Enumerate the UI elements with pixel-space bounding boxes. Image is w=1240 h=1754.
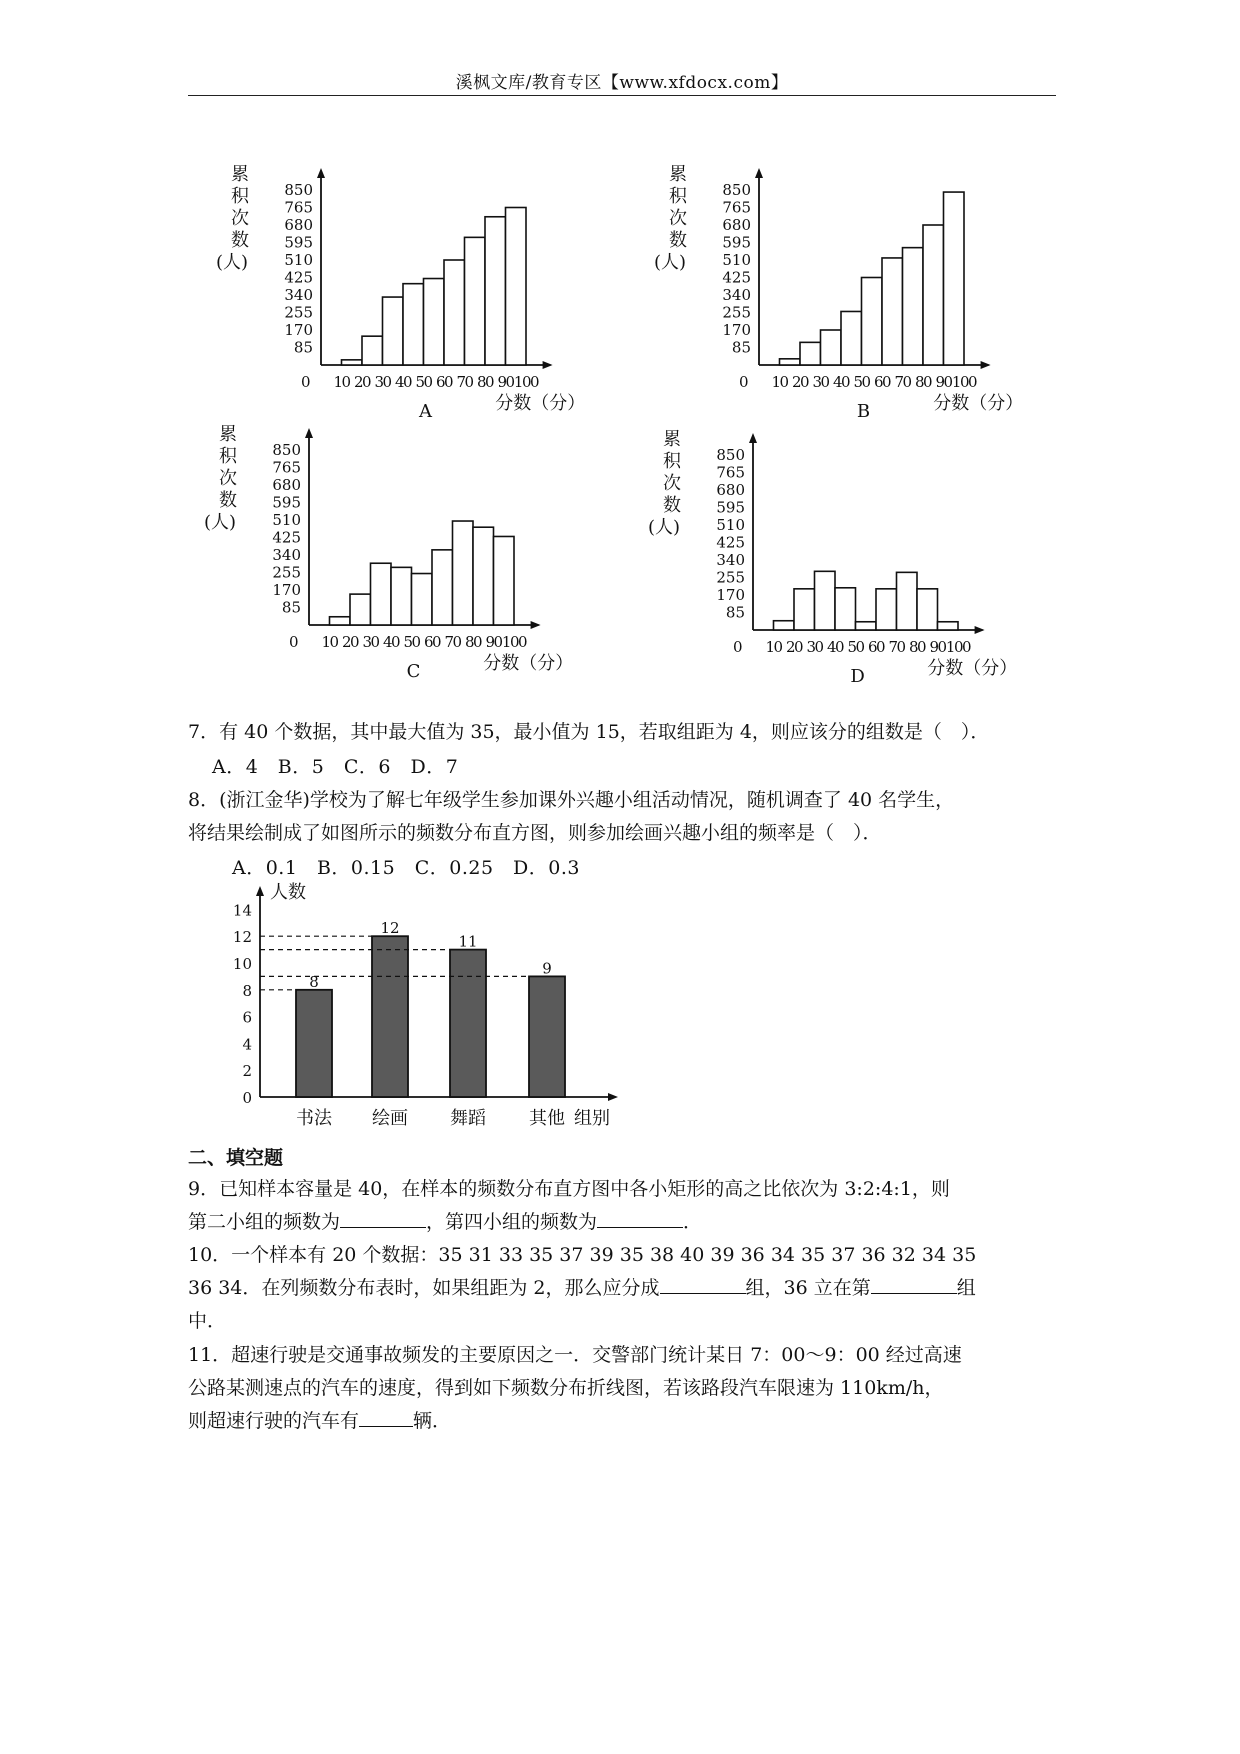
chart-a-bar bbox=[424, 279, 445, 365]
groups-data-label: 9 bbox=[542, 959, 552, 978]
chart-b-ylabel-char: 次 bbox=[669, 208, 687, 229]
chart-a-xtick-label: 50 bbox=[415, 373, 432, 391]
groups-bar bbox=[450, 950, 486, 1097]
chart-c-ytick-label: 850 bbox=[272, 441, 301, 459]
chart-c-xtick-label: 70 bbox=[444, 633, 461, 651]
chart-d-ytick-label: 765 bbox=[716, 463, 745, 482]
chart-a-xtick-label: 10 bbox=[333, 373, 350, 391]
chart-a-ytick-label: 850 bbox=[284, 181, 313, 199]
chart-d bbox=[647, 425, 1048, 700]
chart-a-ylabel-char: 次 bbox=[231, 208, 249, 229]
chart-b-ytick-label: 850 bbox=[722, 181, 751, 199]
question-11-line-2: 公路某测速点的汽车的速度，得到如下频数分布折线图，若该路段汽车限速为 110km/h， bbox=[188, 1377, 944, 1399]
chart-c-ylabel-char: 次 bbox=[219, 468, 237, 489]
chart-a-caption: A bbox=[419, 401, 433, 422]
chart-a-bar bbox=[383, 297, 404, 365]
chart-b-ytick-label: 340 bbox=[722, 286, 751, 304]
chart-c-bar bbox=[391, 567, 412, 625]
chart-a-xtick-label: 60 bbox=[435, 373, 453, 391]
chart-d-ylabel-char: 累 bbox=[663, 429, 681, 450]
question-9-line-1: 9．已知样本容量是 40，在样本的频数分布直方图中各小矩形的高之比依次为 3:2:4:1，则 bbox=[188, 1178, 950, 1200]
question-9-line-2 bbox=[188, 1206, 1058, 1239]
chart-b-bar bbox=[821, 330, 842, 365]
chart-a-xtick-label: 90 bbox=[497, 373, 514, 391]
chart-d-xtick-label: 40 bbox=[826, 638, 844, 656]
chart-b-bar bbox=[944, 192, 965, 365]
chart-b-ytick-label: 680 bbox=[722, 216, 751, 234]
chart-b-ytick-label: 765 bbox=[722, 198, 751, 217]
chart-a-ytick-label: 255 bbox=[284, 303, 313, 322]
groups-category-label: 绘画 bbox=[372, 1108, 408, 1129]
chart-b-bar bbox=[800, 342, 821, 365]
chart-a-bar bbox=[485, 217, 506, 365]
chart-d-xtick-label: 20 bbox=[785, 638, 803, 656]
chart-c-ytick-label: 510 bbox=[272, 511, 301, 529]
groups-ytick-label: 0 bbox=[242, 1089, 252, 1107]
chart-a-bar bbox=[403, 284, 424, 365]
chart-c-ytick-label: 255 bbox=[272, 563, 301, 582]
question-10-text-a: 36 34．在列频数分布表时，如果组距为 2，那么应分成 bbox=[188, 1277, 660, 1299]
chart-d-origin-label: 0 bbox=[733, 638, 743, 656]
chart-c-xtick-label: 10 bbox=[321, 633, 338, 651]
chart-b-ytick-label: 510 bbox=[722, 251, 751, 269]
chart-a-ytick-label: 170 bbox=[284, 321, 313, 339]
groups-xlabel: 组别 bbox=[574, 1108, 610, 1129]
chart-d-ytick-label: 510 bbox=[716, 516, 745, 534]
chart-d-ytick-label: 595 bbox=[716, 498, 745, 517]
chart-c-ytick-label: 595 bbox=[272, 493, 301, 512]
chart-d-xtick-label: 70 bbox=[888, 638, 905, 656]
chart-b-y-arrow bbox=[755, 168, 763, 178]
groups-ylabel: 人数 bbox=[270, 882, 306, 903]
chart-interest-groups bbox=[212, 878, 672, 1136]
groups-category-label: 其他 bbox=[529, 1108, 565, 1129]
chart-a-y-arrow bbox=[317, 168, 325, 178]
chart-a-xtick-label: 80 bbox=[476, 373, 494, 391]
question-8-options: A．0.1 B．0.15 C．0.25 D．0.3 bbox=[232, 857, 580, 879]
chart-c-xtick-label: 40 bbox=[382, 633, 400, 651]
chart-a-x-unit-label: 分数（分） bbox=[495, 393, 586, 414]
chart-c-xtick-label: 90 bbox=[485, 633, 502, 651]
chart-d-xtick-label: 10 bbox=[765, 638, 782, 656]
chart-c-ytick-label: 85 bbox=[281, 598, 301, 617]
groups-category-label: 舞蹈 bbox=[450, 1108, 486, 1129]
chart-b-xtick-label: 20 bbox=[791, 373, 809, 391]
chart-d-ytick-label: 680 bbox=[716, 481, 745, 499]
question-10-text-b: 组，36 立在第 bbox=[745, 1277, 871, 1299]
chart-d-ytick-label: 340 bbox=[716, 551, 745, 569]
chart-b-bar bbox=[882, 258, 903, 365]
chart-d-xtick-label: 60 bbox=[867, 638, 885, 656]
answer-blank-4[interactable] bbox=[871, 1273, 957, 1294]
chart-c-caption: C bbox=[406, 661, 421, 682]
chart-b-bar bbox=[780, 359, 801, 365]
chart-d-ytick-label: 85 bbox=[725, 603, 745, 622]
chart-c-bar bbox=[432, 550, 453, 625]
chart-b-ytick-label: 595 bbox=[722, 233, 751, 252]
chart-c-bar bbox=[350, 594, 371, 625]
groups-ytick-label: 2 bbox=[242, 1062, 252, 1081]
chart-b bbox=[653, 160, 1054, 430]
groups-ytick-label: 4 bbox=[242, 1035, 252, 1054]
chart-c bbox=[203, 420, 604, 695]
chart-c-origin-label: 0 bbox=[289, 633, 299, 651]
chart-b-xtick-label: 100 bbox=[951, 373, 977, 391]
chart-d-bar bbox=[856, 622, 877, 630]
chart-a-ytick-label: 680 bbox=[284, 216, 313, 234]
chart-b-ylabel-char: 积 bbox=[669, 186, 687, 207]
chart-a-ytick-label: 510 bbox=[284, 251, 313, 269]
chart-a-origin-label: 0 bbox=[301, 373, 311, 391]
chart-b-xtick-label: 40 bbox=[832, 373, 850, 391]
chart-c-bar bbox=[453, 521, 474, 625]
chart-c-x-arrow bbox=[531, 621, 541, 629]
chart-c-y-arrow bbox=[305, 428, 313, 438]
chart-b-xtick-label: 80 bbox=[914, 373, 932, 391]
chart-d-ytick-label: 255 bbox=[716, 568, 745, 587]
groups-x-arrow bbox=[608, 1093, 618, 1101]
chart-a-bar bbox=[342, 360, 363, 365]
chart-a-bar bbox=[444, 260, 465, 365]
question-10-line-2 bbox=[188, 1272, 1058, 1305]
chart-a-ytick-label: 340 bbox=[284, 286, 313, 304]
chart-c-ytick-label: 340 bbox=[272, 546, 301, 564]
chart-c-bar bbox=[473, 527, 494, 625]
answer-blank-3[interactable] bbox=[660, 1273, 746, 1294]
answer-blank-1[interactable] bbox=[340, 1207, 426, 1228]
chart-d-ytick-label: 425 bbox=[716, 533, 745, 552]
chart-d-x-unit-label: 分数（分） bbox=[927, 658, 1018, 679]
chart-c-xtick-label: 100 bbox=[501, 633, 527, 651]
groups-category-label: 书法 bbox=[296, 1108, 332, 1129]
chart-b-xtick-label: 70 bbox=[894, 373, 911, 391]
chart-d-y-arrow bbox=[749, 433, 757, 443]
chart-a-bar bbox=[506, 208, 527, 366]
groups-ytick-label: 14 bbox=[232, 901, 252, 920]
chart-d-xtick-label: 30 bbox=[806, 638, 823, 656]
chart-d-bar bbox=[897, 572, 918, 630]
chart-b-bar bbox=[903, 248, 924, 365]
groups-ytick-label: 6 bbox=[242, 1008, 252, 1027]
chart-a-ylabel-char: 积 bbox=[231, 186, 249, 207]
chart-a-bar bbox=[465, 237, 486, 365]
chart-b-bar bbox=[862, 278, 883, 366]
chart-c-xtick-label: 60 bbox=[423, 633, 441, 651]
chart-c-ylabel-char: 积 bbox=[219, 446, 237, 467]
groups-ytick-label: 8 bbox=[242, 981, 252, 1000]
answer-blank-5[interactable] bbox=[359, 1406, 413, 1427]
chart-b-xtick-label: 60 bbox=[873, 373, 891, 391]
chart-d-xtick-label: 80 bbox=[908, 638, 926, 656]
answer-blank-2[interactable] bbox=[597, 1207, 683, 1228]
question-8-line-2: 将结果绘制成了如图所示的频数分布直方图，则参加绘画兴趣小组的频率是（ ）． bbox=[188, 822, 882, 844]
chart-d-ylabel-char: 次 bbox=[663, 473, 681, 494]
chart-c-bar bbox=[494, 536, 515, 625]
question-8-line-1: 8．(浙江金华)学校为了解七年级学生参加课外兴趣小组活动情况，随机调查了 40 名学生， bbox=[188, 789, 955, 811]
chart-b-ytick-label: 85 bbox=[731, 338, 751, 357]
groups-data-label: 8 bbox=[309, 972, 319, 991]
chart-d-bar bbox=[917, 589, 938, 630]
chart-d-bar bbox=[794, 589, 815, 630]
chart-d-xtick-label: 100 bbox=[945, 638, 971, 656]
chart-b-bar bbox=[841, 311, 862, 365]
chart-c-ylabel-char: 累 bbox=[219, 424, 237, 445]
chart-b-xtick-label: 30 bbox=[812, 373, 829, 391]
page-header: 溪枫文库/教育专区【www.xfdocx.com】 bbox=[455, 73, 789, 93]
chart-b-x-unit-label: 分数（分） bbox=[933, 393, 1024, 414]
chart-b-ytick-label: 170 bbox=[722, 321, 751, 339]
question-9-text-b: ，第四小组的频数为 bbox=[426, 1211, 598, 1233]
chart-a-ytick-label: 765 bbox=[284, 198, 313, 217]
chart-b-origin-label: 0 bbox=[739, 373, 749, 391]
chart-b-ylabel-char: (人) bbox=[653, 252, 687, 273]
chart-d-ylabel-char: 积 bbox=[663, 451, 681, 472]
groups-data-label: 12 bbox=[380, 919, 400, 938]
chart-a-ylabel-char: 数 bbox=[231, 230, 249, 251]
question-10-line-1: 10．一个样本有 20 个数据：35 31 33 35 37 39 35 38 40 39 36 34 35 37 36 32 34 35 bbox=[188, 1244, 977, 1266]
chart-a-xtick-label: 70 bbox=[456, 373, 473, 391]
chart-d-ytick-label: 170 bbox=[716, 586, 745, 604]
chart-c-ylabel-char: 数 bbox=[219, 490, 237, 511]
chart-c-xtick-label: 30 bbox=[362, 633, 379, 651]
chart-d-ylabel-char: (人) bbox=[647, 517, 681, 538]
chart-b-x-arrow bbox=[981, 361, 991, 369]
chart-a-ytick-label: 425 bbox=[284, 268, 313, 287]
chart-d-xtick-label: 50 bbox=[847, 638, 864, 656]
chart-b-ylabel-char: 累 bbox=[669, 164, 687, 185]
chart-d-bar bbox=[876, 589, 897, 630]
groups-data-label: 11 bbox=[458, 932, 478, 951]
chart-a-ylabel-char: (人) bbox=[215, 252, 249, 273]
question-11-line-3 bbox=[188, 1405, 1058, 1438]
chart-a bbox=[215, 160, 616, 430]
chart-a-ylabel-char: 累 bbox=[231, 164, 249, 185]
chart-a-xtick-label: 40 bbox=[394, 373, 412, 391]
groups-bar bbox=[296, 990, 332, 1097]
chart-c-ytick-label: 170 bbox=[272, 581, 301, 599]
chart-c-ytick-label: 425 bbox=[272, 528, 301, 547]
chart-d-x-arrow bbox=[975, 626, 985, 634]
header-rule bbox=[188, 95, 1056, 96]
chart-c-ytick-label: 765 bbox=[272, 458, 301, 477]
chart-a-xtick-label: 100 bbox=[513, 373, 539, 391]
question-11-line-1: 11．超速行驶是交通事故频发的主要原因之一．交警部门统计某日 7：00～9：00 经过高速 bbox=[188, 1344, 962, 1366]
chart-c-xtick-label: 50 bbox=[403, 633, 420, 651]
question-10-line-3: 中． bbox=[188, 1310, 227, 1332]
chart-d-bar bbox=[815, 571, 836, 630]
chart-c-x-unit-label: 分数（分） bbox=[483, 653, 574, 674]
chart-c-ylabel-char: (人) bbox=[203, 512, 237, 533]
chart-c-ytick-label: 680 bbox=[272, 476, 301, 494]
groups-ytick-label: 12 bbox=[232, 928, 252, 947]
chart-a-ytick-label: 595 bbox=[284, 233, 313, 252]
chart-d-bar bbox=[938, 622, 959, 630]
chart-b-ylabel-char: 数 bbox=[669, 230, 687, 251]
chart-c-bar bbox=[330, 617, 351, 625]
chart-c-xtick-label: 20 bbox=[341, 633, 359, 651]
chart-d-bar bbox=[774, 621, 795, 630]
chart-c-xtick-label: 80 bbox=[464, 633, 482, 651]
chart-c-bar bbox=[412, 574, 433, 625]
question-7-options: A．4 B．5 C．6 D．7 bbox=[212, 756, 459, 778]
groups-bar bbox=[529, 976, 565, 1097]
chart-b-xtick-label: 90 bbox=[935, 373, 952, 391]
chart-b-xtick-label: 50 bbox=[853, 373, 870, 391]
question-7: 7．有 40 个数据，其中最大值为 35，最小值为 15，若取组距为 4，则应该分的组数是（ ）． bbox=[188, 721, 990, 743]
chart-d-ytick-label: 850 bbox=[716, 446, 745, 464]
question-9-text-a: 第二小组的频数为 bbox=[188, 1211, 341, 1233]
chart-a-ytick-label: 85 bbox=[293, 338, 313, 357]
question-11-text-b: 辆． bbox=[413, 1410, 452, 1432]
chart-b-bar bbox=[923, 225, 944, 365]
chart-b-ytick-label: 255 bbox=[722, 303, 751, 322]
question-9-text-c: ． bbox=[683, 1211, 703, 1233]
groups-bar bbox=[372, 936, 408, 1097]
chart-d-ylabel-char: 数 bbox=[663, 495, 681, 516]
question-11-text-a: 则超速行驶的汽车有 bbox=[188, 1410, 360, 1432]
section-title: 二、填空题 bbox=[188, 1147, 284, 1169]
chart-b-xtick-label: 10 bbox=[771, 373, 788, 391]
chart-b-ytick-label: 425 bbox=[722, 268, 751, 287]
chart-b-caption: B bbox=[856, 401, 871, 422]
chart-a-x-arrow bbox=[543, 361, 553, 369]
question-10-text-c: 组 bbox=[956, 1277, 976, 1299]
chart-d-bar bbox=[835, 588, 856, 630]
chart-a-bar bbox=[362, 336, 383, 365]
chart-d-xtick-label: 90 bbox=[929, 638, 946, 656]
groups-y-arrow bbox=[256, 886, 264, 896]
chart-c-bar bbox=[371, 563, 392, 625]
chart-d-caption: D bbox=[850, 666, 865, 687]
chart-a-xtick-label: 20 bbox=[353, 373, 371, 391]
chart-a-xtick-label: 30 bbox=[374, 373, 391, 391]
groups-ytick-label: 10 bbox=[232, 955, 252, 973]
